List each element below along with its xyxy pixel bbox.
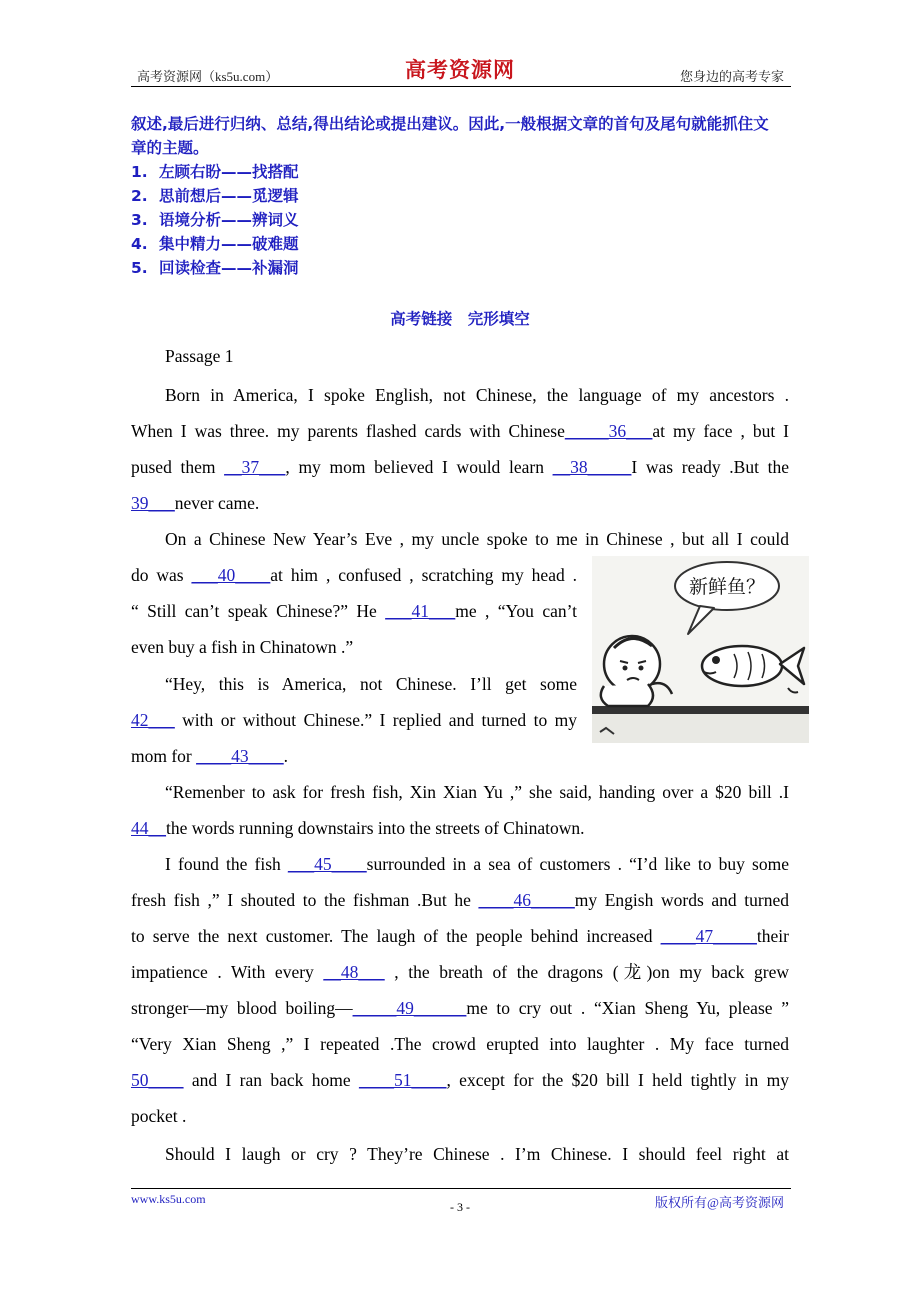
blank-44: 44__ xyxy=(131,818,166,838)
tip-number: 1. xyxy=(131,163,148,181)
footer-website-link[interactable]: www.ks5u.com xyxy=(131,1192,206,1206)
paragraph-1 xyxy=(131,377,789,521)
blank-42: 42___ xyxy=(131,710,175,730)
text-run: do was xyxy=(131,565,192,585)
header-site-name: 高考资源网（ks5u.com） xyxy=(137,69,279,84)
footer-copyright: 版权所有@高考资源网 xyxy=(655,1195,784,1210)
text-run: at my face , but I xyxy=(652,421,789,441)
text-run: , except for the $20 bill I held tightly in my xyxy=(446,1070,789,1090)
text-run: me to cry out . “Xian Sheng Yu, please ” xyxy=(466,998,789,1018)
paragraph-4 xyxy=(131,774,789,846)
header-slogan: 您身边的高考专家 xyxy=(679,69,784,84)
passage-title: Passage 1 xyxy=(165,346,234,366)
p1-line-3 xyxy=(131,449,789,485)
text-run: at him , confused , scratching my head . xyxy=(270,565,577,585)
blank-50: 50____ xyxy=(131,1070,184,1090)
text-run: “ Still can’t speak Chinese?” He xyxy=(131,601,386,621)
tip-item-4 xyxy=(131,232,299,256)
tip-text: 思前想后——觅逻辑 xyxy=(159,187,299,205)
header-divider xyxy=(131,86,791,87)
header-logo: 高考资源网 xyxy=(405,57,515,82)
text-run: mom for xyxy=(131,746,197,766)
text-run: When I was three. my parents flashed cards with Chinese xyxy=(131,421,565,441)
p2-line-2 xyxy=(131,557,577,593)
tip-text: 左顾右盼——找搭配 xyxy=(159,163,299,181)
blank-45: ___45____ xyxy=(287,854,367,874)
p5-line-3 xyxy=(131,918,789,954)
tip-item-3 xyxy=(131,208,299,232)
blank-47: ____47_____ xyxy=(660,926,757,946)
intro-line-2: 章的主题。 xyxy=(131,139,209,157)
p2-line-1: On a Chinese New Year’s Eve , my uncle spoke to me in Chinese , but all I could xyxy=(165,529,789,549)
text-run: surrounded in a sea of customers . “I’d like to buy some xyxy=(366,854,789,874)
text-run: my Engish words and turned xyxy=(574,890,789,910)
p5-line-6: “Very Xian Sheng ,” I repeated .The crowd erupted into laughter . My face turned xyxy=(131,1034,789,1054)
text-run: to serve the next customer. The laugh of the people behind increased xyxy=(131,926,661,946)
bubble-text: 新鲜鱼？ xyxy=(688,576,766,598)
text-run: fresh fish ,” I shouted to the fishman .But he xyxy=(131,890,479,910)
text-run: , the breath of the dragons (龙)on my back grew xyxy=(384,962,789,982)
text-run: and I ran back home xyxy=(183,1070,359,1090)
blank-49: _____49______ xyxy=(352,998,467,1018)
blank-37: __37___ xyxy=(224,457,286,477)
blank-48: __48___ xyxy=(323,962,385,982)
paragraph-2-wrap xyxy=(131,557,577,665)
tip-text: 回读检查——补漏洞 xyxy=(159,259,299,277)
tip-item-2 xyxy=(131,184,299,208)
section-title: 高考链接 完形填空 xyxy=(390,310,530,328)
blank-46: ____46_____ xyxy=(478,890,575,910)
text-run: the words running downstairs into the streets of Chinatown. xyxy=(166,818,585,838)
tip-item-5 xyxy=(131,256,299,280)
paragraph-2 xyxy=(131,521,789,557)
text-run: . xyxy=(283,746,289,766)
text-run: never came. xyxy=(174,493,260,513)
p1-line-1: Born in America, I spoke English, not Chinese, the language of my ancestors . xyxy=(165,385,789,405)
paragraph-5 xyxy=(131,846,789,1134)
cartoon-drawing xyxy=(592,556,809,743)
text-run: stronger—my blood boiling— xyxy=(131,998,353,1018)
p6-line-1: Should I laugh or cry ? They’re Chinese . I’m Chinese. I should feel right at xyxy=(165,1144,789,1164)
text-run: pused them xyxy=(131,457,225,477)
intro-paragraph xyxy=(131,112,791,160)
fish-cartoon-image xyxy=(592,556,809,743)
p2-line-3 xyxy=(131,593,577,629)
p5-line-5 xyxy=(131,990,789,1026)
blank-51: ____51____ xyxy=(358,1070,447,1090)
p4-line-2 xyxy=(131,810,789,846)
p1-line-2 xyxy=(131,413,789,449)
blank-41: ___41___ xyxy=(385,601,456,621)
p4-line-1: “Remenber to ask for fresh fish, Xin Xian Yu ,” she said, handing over a $20 bill .I xyxy=(165,782,789,802)
text-run: I was ready .But the xyxy=(631,457,789,477)
blank-36: _____36___ xyxy=(564,421,653,441)
p5-line-8: pocket . xyxy=(131,1106,187,1126)
footer-divider xyxy=(131,1188,791,1189)
p5-line-4 xyxy=(131,954,789,990)
blank-38: __38_____ xyxy=(552,457,632,477)
tip-number: 2. xyxy=(131,187,148,205)
paragraph-3 xyxy=(131,666,577,774)
intro-line-1: 叙述,最后进行归纳、总结,得出结论或提出建议。因此,一般根据文章的首句及尾句就能抓住文 xyxy=(131,115,769,133)
text-run: , my mom believed I would learn xyxy=(285,457,553,477)
tip-text: 集中精力——破难题 xyxy=(159,235,299,253)
text-run: me , “You can’t xyxy=(455,601,577,621)
tip-number: 4. xyxy=(131,235,148,253)
text-run: their xyxy=(756,926,789,946)
p2-line-4: even buy a fish in Chinatown .” xyxy=(131,637,354,657)
tip-item-1 xyxy=(131,160,299,184)
p3-line-1: “Hey, this is America, not Chinese. I’ll get some xyxy=(165,674,577,694)
page-number: - 3 - xyxy=(450,1200,470,1214)
text-run: with or without Chinese.” I replied and turned to my xyxy=(174,710,577,730)
tip-number: 5. xyxy=(131,259,148,277)
blank-43: ____43____ xyxy=(196,746,284,766)
text-run: I found the fish xyxy=(165,854,288,874)
p5-line-2 xyxy=(131,882,789,918)
tip-text: 语境分析——辨词义 xyxy=(159,211,299,229)
p3-line-3 xyxy=(131,738,577,774)
paragraph-6 xyxy=(131,1136,789,1172)
tip-number: 3. xyxy=(131,211,148,229)
p3-line-2 xyxy=(131,702,577,738)
p5-line-7 xyxy=(131,1062,789,1098)
blank-40: ___40____ xyxy=(191,565,271,585)
p5-line-1 xyxy=(131,846,789,882)
p1-line-4 xyxy=(131,485,789,521)
blank-39: 39___ xyxy=(131,493,175,513)
text-run: impatience . With every xyxy=(131,962,324,982)
